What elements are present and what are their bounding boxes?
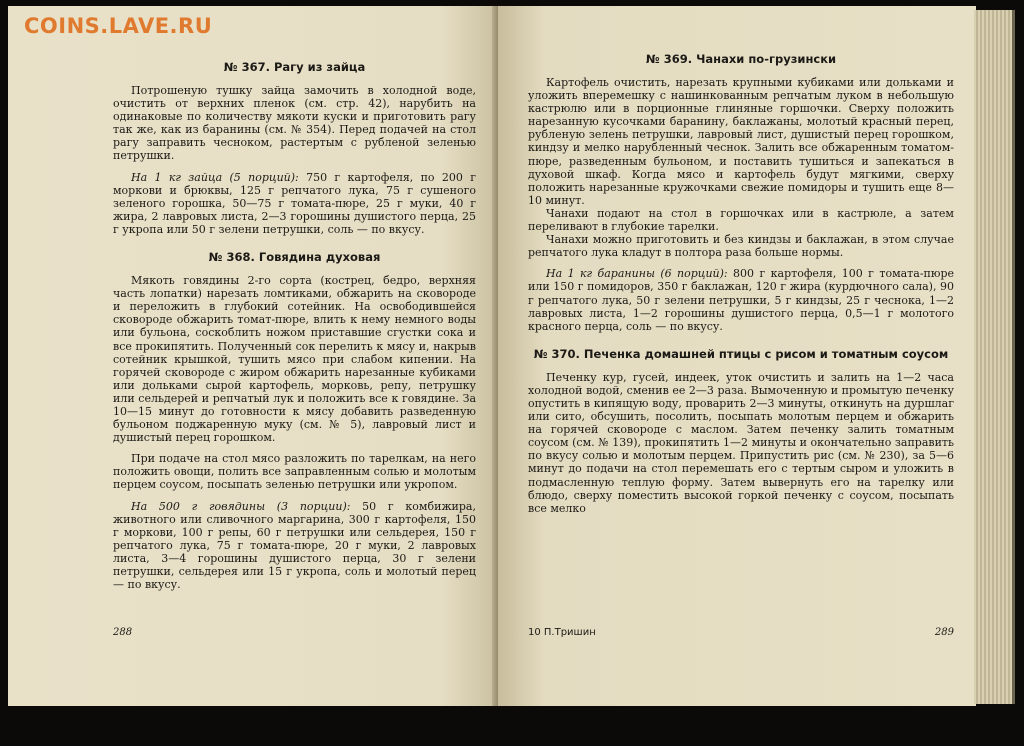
- recipe-368-title: № 368. Говядина духовая: [208, 250, 381, 265]
- recipe-367-text: Потрошеную тушку зайца замочить в холодной воде, очистить от верхних пленок (см. стр. 42), нарубить на одинаковые по количеству мякоти куски и приготовить рагу так же, как из баранины (см. № 354). Перед подачей на стол рагу заправить чесноком, растертым с рубленой зеленью петрушки.: [113, 84, 476, 163]
- site-watermark: COINS.LAVE.RU: [24, 14, 213, 38]
- page-number-left: 288: [113, 627, 133, 638]
- recipe-368-ingredients: [113, 500, 476, 592]
- recipe-369-ingredients-lead: На 1 кг баранины (6 порций):: [546, 267, 728, 281]
- right-page: [498, 6, 976, 706]
- recipe-369-text: Картофель очистить, нарезать крупными кубиками или дольками и уложить вперемешку с нашинкованным репчатым луком в небольшую кастрюлю или в порционные глиняные горшочки. Сверху положить нарезанную кусочками баранину, баклажаны, молотый красный перец, рубленую зелень петрушки, лавровый лист, душистый перец горошком, киндзу и мелко нарубленный чеснок. Залить все обжаренным томатом-пюре, разведенным бульоном, и поставить тушиться и запекаться в духовой шкаф. Когда мясо и картофель будут мягкими, сверху положить нарезанные кружочками свежие помидоры и тушить еще 8—10 минут.: [528, 76, 954, 207]
- recipe-369-ingredients: [528, 267, 954, 332]
- recipe-367-ingredients-list: 750 г картофеля, по 200 г моркови и брюквы, 125 г репчатого лука, 75 г сушеного зеленого горошка, 50—75 г томата-пюре, 25 г муки, 40 г жира, 2 лавровых листа, 2—3 горошины душистого перца, 25 г укропа или 50 г зелени петрушки, соль — по вкусу.: [113, 170, 476, 236]
- recipe-369-title: № 369. Чанахи по-грузински: [645, 52, 837, 66]
- open-book: [8, 6, 1016, 738]
- recipe-367-title: № 367. Рагу из зайца: [223, 60, 366, 74]
- recipe-369-variant: Чанахи можно приготовить и без киндзы и баклажан, в этом случае репчатого лука кладут в полтора раза больше нормы.: [528, 233, 954, 260]
- left-page: [8, 6, 500, 706]
- recipe-367-ingredients-lead: На 1 кг зайца (5 порций):: [131, 170, 299, 184]
- recipe-367-ingredients: [113, 171, 476, 236]
- recipe-370-title: № 370. Печенка домашней птицы с рисом и томатным соусом: [533, 346, 949, 361]
- page-number-right: 289: [934, 627, 954, 638]
- printer-signature: 10 П.Тришин: [528, 627, 596, 638]
- recipe-368-serving: При подаче на стол мясо разложить по тарелкам, на него положить овощи, полить все заправленным солью и молотым перцем соусом, посыпать зеленью петрушки или укропом.: [113, 452, 476, 492]
- recipe-369-serving: Чанахи подают на стол в горшочках или в кастрюле, а затем переливают в глубокие тарелки.: [528, 206, 954, 234]
- recipe-368-ingredients-lead: На 500 г говядины (3 порции):: [131, 499, 351, 513]
- recipe-368-text: Мякоть говядины 2-го сорта (кострец, бедро, верхняя часть лопатки) нарезать ломтиками, обжарить на сковороде и переложить в глубокий сотейник. На освободившейся сковороде обжарить томат-пюре, влить к нему немного воды или бульона, соскоблить ножом приставшие сгустки сока и все прокипятить. Полученный сок перелить к мясу и, накрыв сотейник крышкой, тушить мясо при слабом кипении. На горячей сковороде с жиром обжарить нарезанные кубиками или дольками сырой картофель, морковь, репу, петрушку или сельдерей и репчатый лук и положить все к говядине. За 10—15 минут до готовности к мясу добавить разведенную бульоном поджаренную муку (см. № 5), лавровый лист и душистый перец горошком.: [113, 274, 476, 445]
- recipe-368-ingredients-list: 50 г комбижира, животного или сливочного маргарина, 300 г картофеля, 150 г моркови, 100 г репы, 60 г петрушки или сельдерея, 150 г репчатого лука, 75 г томата-пюре, 20 г муки, 2 лавровых листа, 3—4 горошины душистого перца, 30 г зелени петрушки, сельдерея или 15 г укропа, соль и молотый перец — по вкусу.: [113, 499, 476, 592]
- page-edges: [974, 10, 1015, 704]
- recipe-370-text: Печенку кур, гусей, индеек, уток очистить и залить на 1—2 часа холодной водой, сменив ее 2—3 раза. Вымоченную и промытую печенку опустить в кипящую воду, проварить 2—3 минуты, откинуть на дуршлаг или сито, обсушить, посолить, посыпать молотым перцем и обжарить на горячей сковороде с маслом. Затем печенку залить томатным соусом (см. № 139), прокипятить 1—2 минуты и окончательно заправить по вкусу солью и молотым перцем. Припустить рис (см. № 230), за 5—6 минут до подачи на стол перемешать его с тертым сыром и уложить в подмасленную теплую форму. Затем вывернуть его на тарелку или блюдо, сверху поместить высокой горкой печенку с соусом, посыпать все мелко: [528, 370, 954, 515]
- recipe-369-ingredients-list: 800 г картофеля, 100 г томата-пюре или 150 г помидоров, 350 г баклажан, 120 г жира (курдючного сала), 90 г репчатого лука, 50 г зелени петрушки, 5 г киндзы, 25 г чеснока, 1—2 лавровых листа, 1—2 горошины душистого перца, 0,5—1 г молотого красного перца, соль — по вкусу.: [528, 267, 955, 333]
